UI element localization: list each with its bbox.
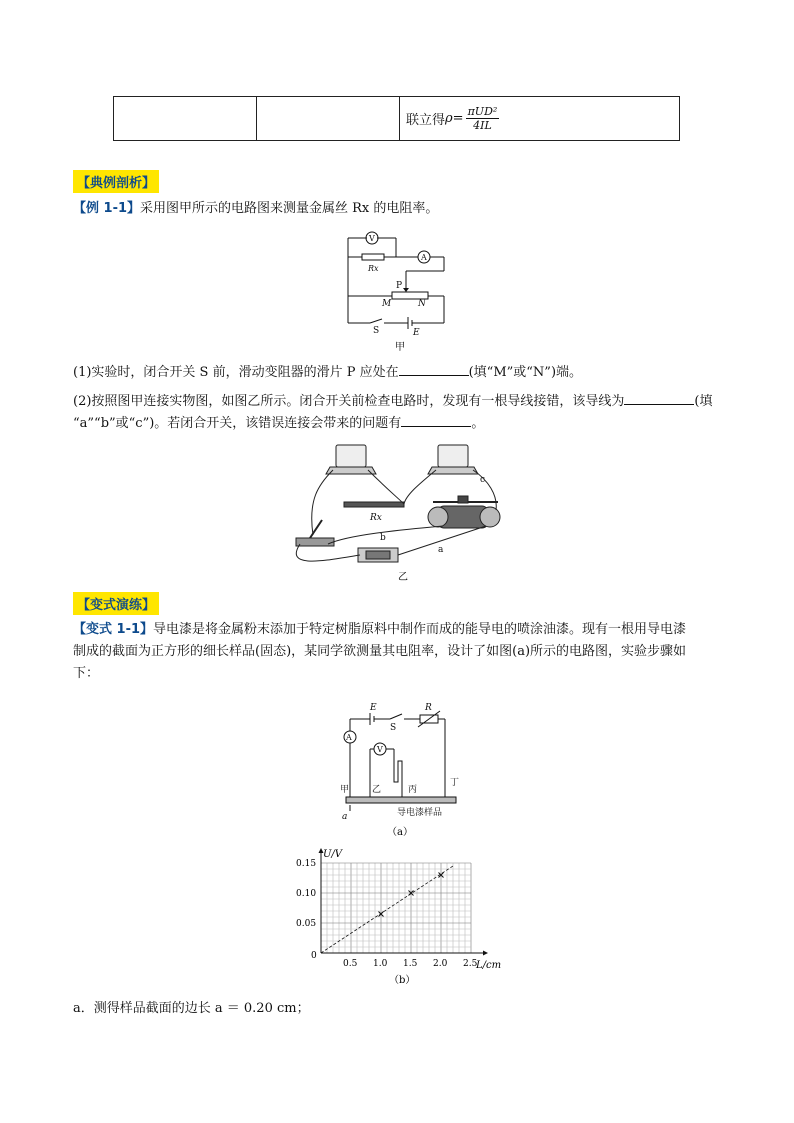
section-tag-variants: 【变式演练】: [73, 592, 159, 615]
circuit-diagram-a: [330, 697, 470, 842]
chart-u-vs-l: [293, 843, 513, 988]
formula-lhs: ρ=: [445, 111, 464, 126]
slider-p-label: P: [396, 281, 403, 291]
x-tick-label: 1.5: [403, 959, 418, 969]
ammeter-label: A: [421, 253, 427, 262]
question-2-text-b: (填: [694, 394, 713, 409]
chart-origin: 0: [311, 951, 317, 961]
voltmeter-label: V: [369, 234, 375, 243]
fig-a-r-label: R: [425, 703, 432, 713]
example-intro: [73, 198, 733, 220]
variant-intro-line-1: 导电漆是将金属粉末添加于特定树脂原料中制作而成的能导电的喷涂油漆。现有一根用导电漆: [153, 622, 687, 637]
fig-a-yi-label: 乙: [372, 785, 382, 795]
fig-a-ammeter-label: A: [346, 733, 352, 742]
table-cell-1: [114, 97, 257, 141]
x-tick-label: 2.5: [463, 959, 478, 969]
formula: [406, 105, 499, 132]
figure-a-caption: （a）: [387, 827, 413, 838]
emf-label: E: [413, 328, 420, 338]
m-label: M: [382, 299, 392, 309]
example-intro-text: 采用图甲所示的电路图来测量金属丝 Rx 的电阻率。: [140, 201, 439, 216]
variant-intro: [73, 619, 733, 685]
answer-blank-2: [624, 392, 694, 405]
top-table: [113, 96, 680, 141]
section-tag-examples: 【典例剖析】: [73, 170, 159, 193]
fraction-denominator: 4IL: [473, 119, 492, 132]
variant-label: 【变式 1-1】: [73, 622, 154, 637]
n-label: N: [418, 299, 426, 309]
fraction: [466, 105, 500, 132]
chart-axes: [319, 848, 489, 956]
step-a: a．测得样品截面的边长 a ＝ 0.20 cm；: [73, 1001, 310, 1016]
question-2: [73, 391, 733, 435]
answer-blank-3: [401, 414, 471, 427]
circuit-diagram-jia: [340, 225, 460, 355]
fig-a-a-label: a: [342, 812, 348, 822]
table-cell-2: [257, 97, 400, 141]
question-1-text-a: (1)实验时，闭合开关 S 前，滑动变阻器的滑片 P 应处在: [73, 365, 399, 380]
example-label: 【例 1-1】: [73, 201, 141, 216]
question-1: [73, 362, 733, 384]
x-axis-arrow: [483, 951, 488, 956]
apparatus-rx-label: Rx: [370, 513, 382, 523]
chart-xlabel: L/cm: [476, 960, 502, 971]
figure-yi-caption: 乙: [398, 572, 408, 583]
fig-a-ding-label: 丁: [450, 778, 460, 788]
wire-a-label: a: [438, 545, 444, 555]
wire-b-label: b: [380, 533, 386, 543]
y-tick-label: 0.05: [296, 919, 317, 929]
fig-a-s-label: S: [390, 723, 397, 733]
y-tick-label: 0.15: [296, 859, 317, 869]
figure-jia-caption: 甲: [395, 342, 405, 353]
question-1-text-b: (填“M”或“N”)端。: [468, 365, 583, 380]
question-2-text-c: “a”“b”或“c”)。若闭合开关，该错误连接会带来的问题有: [73, 416, 402, 431]
fig-a-jia-label: 甲: [340, 785, 350, 795]
table-cell-3: [400, 97, 680, 141]
fraction-numerator: πUD²: [467, 105, 498, 118]
apparatus-diagram-yi: [288, 440, 518, 585]
question-2-text-a: (2)按照图甲连接实物图，如图乙所示。闭合开关前检查电路时，发现有一根导线接错，该导线为: [73, 394, 625, 409]
chart-grid: [321, 863, 471, 953]
figure-b-caption: （b）: [389, 975, 416, 986]
question-2-text-d: 。: [471, 416, 485, 431]
x-tick-label: 0.5: [343, 959, 358, 969]
y-tick-label: 0.10: [296, 889, 317, 899]
variant-intro-line-3: 下：: [73, 666, 100, 681]
chart-ylabel: U/V: [323, 849, 343, 860]
fig-a-sample-label: 导电漆样品: [397, 808, 443, 818]
fig-a-e-label: E: [370, 703, 377, 713]
answer-blank-1: [399, 363, 469, 376]
wire-c-label: c: [480, 475, 486, 485]
rx-label: Rx: [368, 264, 379, 273]
x-tick-label: 2.0: [433, 959, 448, 969]
formula-prefix: 联立得: [406, 113, 446, 128]
variant-intro-line-2: 制成的截面为正方形的细长样品(固态)，某同学欲测量其电阻率，设计了如图(a)所示的电路图，实验步骤如: [73, 644, 687, 659]
fig-a-voltmeter-label: V: [377, 745, 383, 754]
switch-label: S: [373, 326, 380, 336]
fig-a-bing-label: 丙: [408, 785, 418, 795]
x-tick-label: 1.0: [373, 959, 388, 969]
